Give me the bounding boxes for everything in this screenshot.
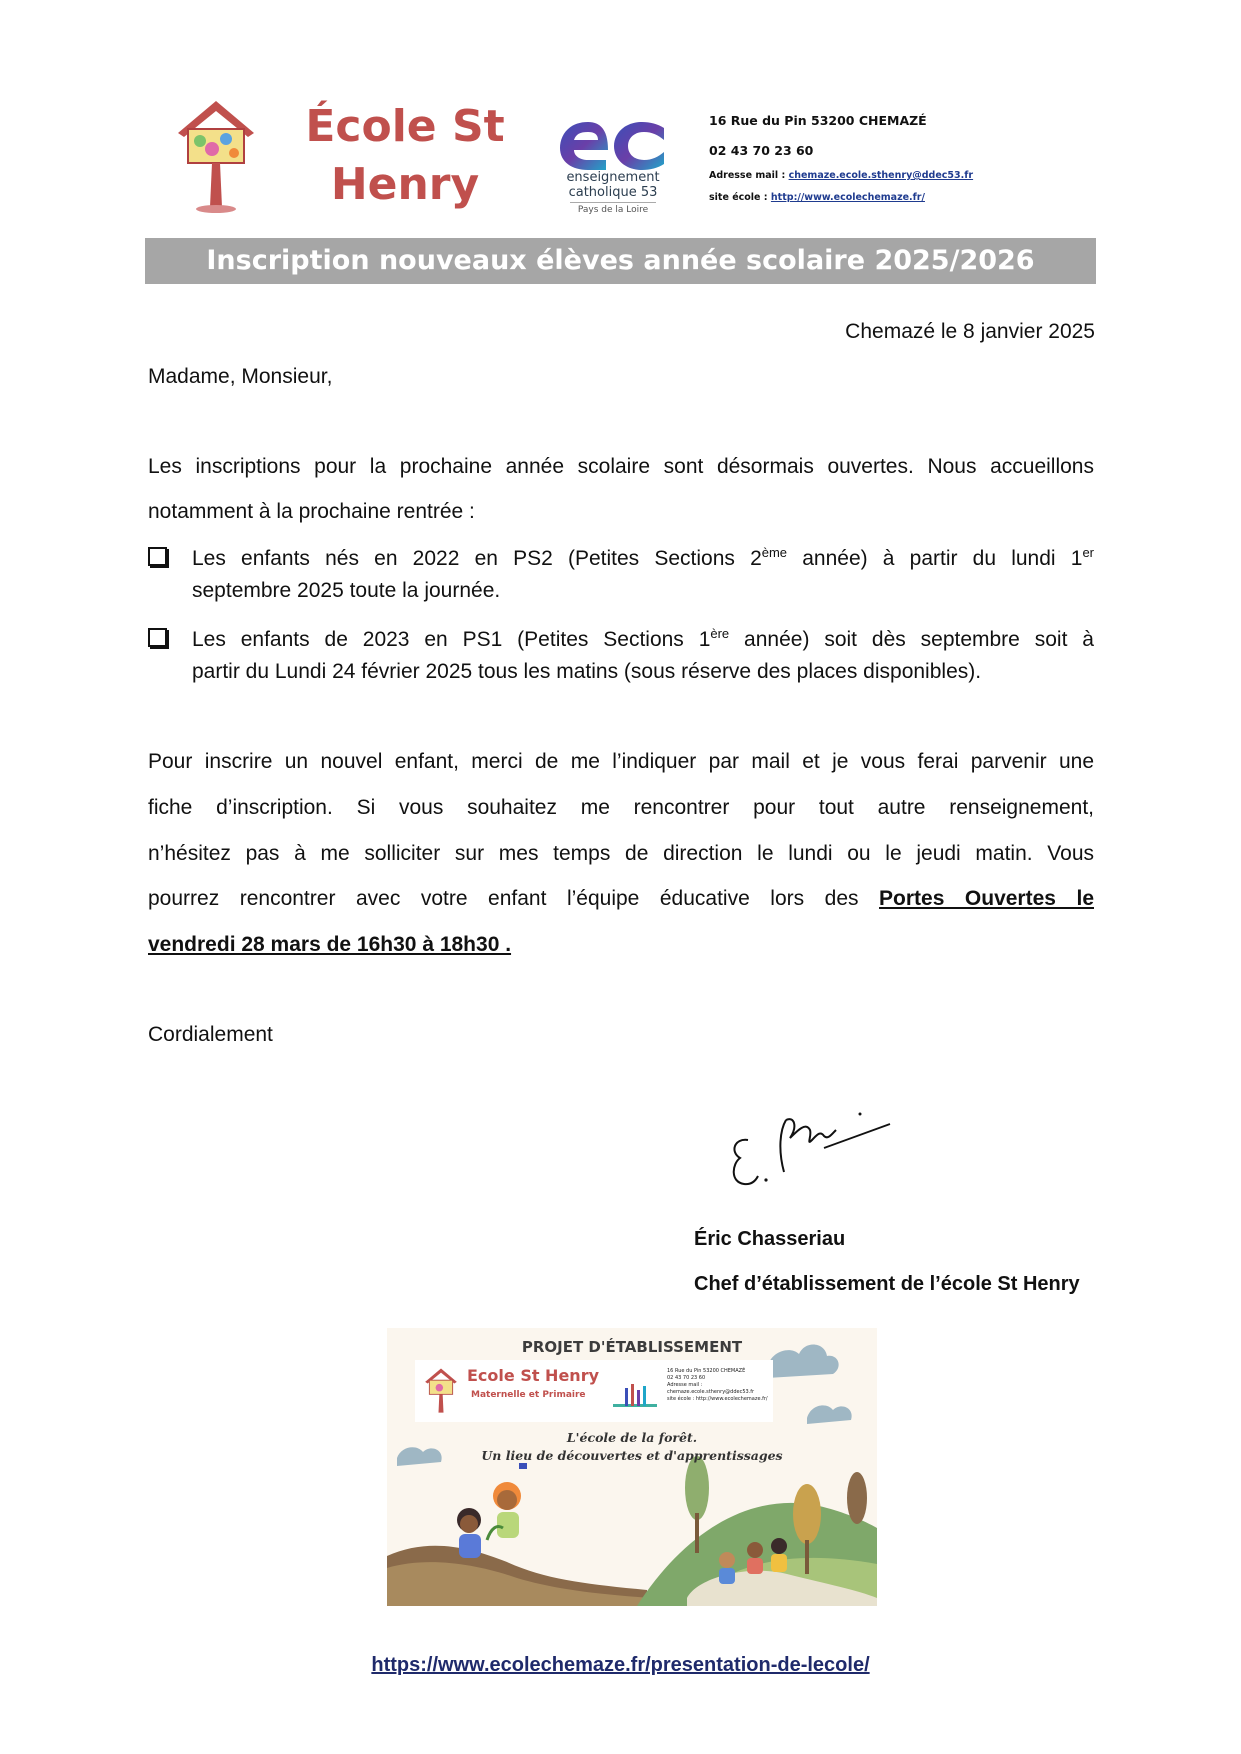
bullet2-line2: partir du Lundi 24 février 2025 tous les matins (sous réserve des places disponibles). [192, 660, 982, 683]
signer-role: Chef d’établissement de l’école St Henry [694, 1273, 1080, 1295]
contact-mail-label: Adresse mail : [709, 170, 789, 181]
letter-date: Chemazé le 8 janvier 2025 [845, 320, 1095, 343]
salutation: Madame, Monsieur, [148, 365, 333, 388]
flyer-contact-line: site école : http://www.ecolechemaze.fr/ [667, 1396, 768, 1402]
contact-mail-row [709, 170, 973, 181]
footer-link-row [0, 1654, 1241, 1677]
flyer-tagline-1: L'école de la forêt. [566, 1430, 698, 1445]
intro-line-2: notamment à la prochaine rentrée : [148, 500, 475, 523]
school-name: École St Henry [305, 101, 505, 210]
intro-line-1: Les inscriptions pour la prochaine année scolaire sont désormais ouvertes. Nous accueillons [148, 455, 1094, 478]
presentation-link[interactable]: https://www.ecolechemaze.fr/presentation-de-lecole/ [371, 1654, 870, 1676]
open-house-text: Portes Ouvertes le [879, 887, 1094, 910]
contact-phone: 02 43 70 23 60 [709, 143, 814, 158]
flyer-ec-logo [611, 1384, 659, 1412]
flyer-tagline-2: Un lieu de découvertes et d'apprentissages [481, 1448, 783, 1463]
body-line-4: pourrez rencontrer avec votre enfant l’équipe éducative lors des Portes Ouvertes le [148, 887, 1094, 910]
ec-caption-line3: Pays de la Loire [570, 202, 656, 218]
ec-network-caption [558, 170, 668, 218]
contact-site-label: site école : [709, 192, 771, 203]
title-banner [145, 238, 1096, 284]
bullet1-line2: septembre 2025 toute la journée. [192, 579, 501, 602]
body-line-5 [148, 933, 1094, 957]
flyer-contact-line: 16 Rue du Pin 53200 CHEMAZÉ [667, 1368, 746, 1374]
closing: Cordialement [148, 1023, 273, 1046]
flyer-school-card [415, 1360, 773, 1422]
school-logo-tree [168, 95, 264, 215]
flyer-contact-line: Adresse mail : chemaze.ecole.sthenry@ddec53.fr [667, 1382, 755, 1395]
contact-address: 16 Rue du Pin 53200 CHEMAZÉ [709, 113, 927, 128]
contact-mail-link[interactable]: chemaze.ecole.sthenry@ddec53.fr [788, 170, 974, 181]
bullet2-line1: Les enfants de 2023 en PS1 (Petites Sections 1ère année) soit dès septembre soit à [192, 626, 1094, 651]
flyer-school-subtitle: Maternelle et Primaire [471, 1390, 586, 1400]
checkbox-bullet-icon [148, 628, 167, 647]
flyer-contact-line: 02 43 70 23 60 [667, 1375, 706, 1381]
contact-site-row [709, 192, 925, 203]
checkbox-bullet-icon [148, 547, 167, 566]
ec-caption-line1: enseignement [566, 170, 660, 185]
flyer-contact [667, 1368, 771, 1403]
body-line-2: fiche d’inscription. Si vous souhaitez me rencontrer pour tout autre renseignement, [148, 796, 1094, 819]
banner-title: Inscription nouveaux élèves année scolaire 2025/2026 [206, 245, 1035, 276]
body-line-3: n’hésitez pas à me solliciter sur mes temps de direction le lundi ou le jeudi matin. Vous [148, 842, 1094, 865]
flyer-tree-logo [421, 1366, 461, 1416]
ec-caption-line2: catholique 53 [568, 185, 658, 200]
school-project-flyer [387, 1328, 877, 1606]
bullet1-line1: Les enfants nés en 2022 en PS2 (Petites Sections 2ème année) à partir du lundi 1er [192, 545, 1094, 570]
open-house-date: vendredi 28 mars de 16h30 à 18h30 . [148, 933, 512, 956]
flyer-title: PROJET D'ÉTABLISSEMENT [521, 1338, 743, 1356]
signature [720, 1090, 900, 1200]
flyer-school-name: Ecole St Henry [467, 1366, 600, 1385]
body-line-1: Pour inscrire un nouvel enfant, merci de me l’indiquer par mail et je vous ferai parvenir une [148, 750, 1094, 773]
contact-site-link[interactable]: http://www.ecolechemaze.fr/ [770, 192, 925, 203]
signer-name: Éric Chasseriau [694, 1228, 846, 1250]
